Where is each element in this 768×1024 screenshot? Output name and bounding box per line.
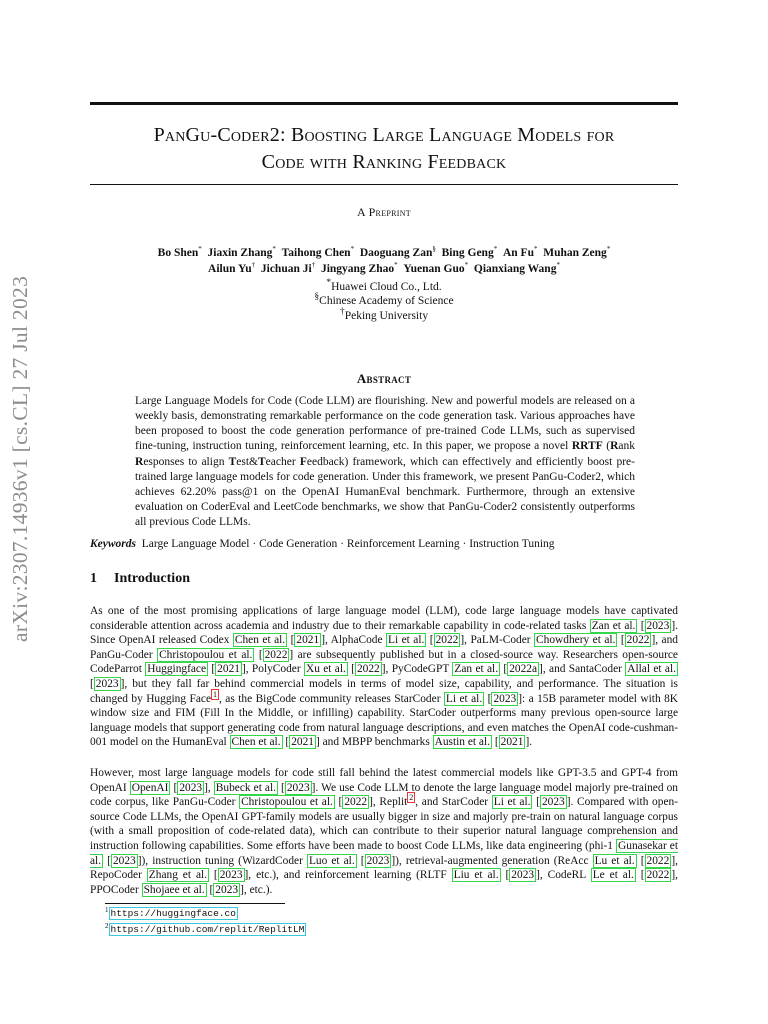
author-affiliation-mark: * bbox=[464, 261, 469, 269]
paragraph-text: [ bbox=[206, 883, 214, 896]
author-name: Yuenan Guo bbox=[403, 262, 465, 275]
citation-link[interactable]: 2021 bbox=[500, 736, 524, 749]
author-affiliation-mark: * bbox=[533, 245, 538, 253]
paragraph-text: ], but they fall far behind commercial models in terms of model size, capability, and performance. The situation is changed by Hugging Face bbox=[90, 677, 678, 705]
citation-link[interactable]: 2021 bbox=[296, 634, 320, 647]
paragraph-text: ], AlphaCode bbox=[321, 634, 386, 647]
paragraph-text: [ bbox=[209, 869, 218, 882]
paragraph-text: ]), instruction tuning (WizardCoder bbox=[137, 854, 307, 867]
keyword-item: Reinforcement Learning bbox=[346, 538, 460, 550]
footnote-rule bbox=[105, 903, 285, 904]
footnote-ref-link[interactable]: 2 bbox=[409, 793, 414, 803]
author-affiliation-mark: § bbox=[432, 245, 436, 253]
author-name: Jingyang Zhao bbox=[320, 262, 395, 275]
citation-link[interactable]: 2022 bbox=[264, 648, 288, 661]
paper-title bbox=[90, 122, 678, 176]
rrtf-word: est& bbox=[236, 455, 258, 468]
paragraph-text: [ bbox=[492, 736, 499, 749]
paragraph-text: ], CodeRL bbox=[536, 869, 591, 882]
paragraph-text: [ bbox=[636, 854, 645, 867]
citation-link[interactable]: Li et al. bbox=[445, 692, 483, 705]
rrtf-word: esponses to align bbox=[143, 455, 229, 468]
abstract-heading: Abstract bbox=[356, 371, 412, 386]
citation-link[interactable]: 2023 bbox=[541, 796, 565, 809]
author-name: Bo Shen bbox=[157, 246, 199, 259]
citation-link[interactable]: Austin et al. bbox=[434, 736, 490, 749]
paragraph-text: ]. Compared with open-source Code LLMs, the OpenAI GPT-family models are usually bigger in size and majorly pre-train on natural language corpus (with a small proposition of code-related data), which can contribute to their superior natural language comprehension and instruction following capabilities. Some efforts have been made to boost Code LLMs, like data engineering (phi-1 bbox=[90, 796, 678, 852]
author-affiliation-mark: † bbox=[311, 261, 316, 269]
citation-link[interactable]: Chowdhery et al. bbox=[536, 634, 616, 647]
author-affiliation-mark: † bbox=[251, 261, 256, 269]
preprint-label: A Preprint bbox=[356, 205, 411, 219]
citation-link[interactable]: OpenAI bbox=[131, 781, 169, 794]
abstract-text: Large Language Models for Code (Code LLM) are flourishing. New and powerful models are released on a weekly basis, demonstrating remarkable performance on the code generation task. Various approaches have been proposed to boost the code generation performance of pre-trained Code LLMs, such as supervised fine-tuning, instruction tuning, reinforcement learning, etc. In this paper, we propose a novel RRTF (Rank Responses to align Test&Teacher Feedback) framework, which can effectively and efficiently boost pre-trained large language models for code generation. Under this framework, we present PanGu-Coder2, which achieves 62.20% pass@1 on the OpenAI HumanEval benchmark. Furthermore, through an extensive evaluation on CoderEval and LeetCode benchmarks, we show that PanGu-Coder2 consistently outperforms all previous Code LLMs. bbox=[135, 395, 635, 529]
paragraph-text: [ bbox=[356, 854, 365, 867]
paragraph-text: ], PolyCoder bbox=[241, 663, 304, 676]
citation-link[interactable]: 2023 bbox=[366, 854, 390, 867]
footnote-link-huggingface[interactable]: https://huggingface.co bbox=[110, 908, 236, 920]
paragraph-text: [ bbox=[347, 663, 355, 676]
affiliation-pku: †Peking University bbox=[339, 306, 429, 322]
paragraph-text: [ bbox=[282, 736, 290, 749]
citation-link[interactable]: Gunasekar et al. bbox=[90, 839, 678, 867]
citation-link[interactable]: 2023 bbox=[286, 781, 310, 794]
paragraph-text: ]: a 15B parameter model with 8K window size and FIM (Fill In the Middle, or infilling) capability. StarCoder outperforms many previous open-source large language models that support generating code from natural language descriptions, and even matches the OpenAI code-cushman-001 model on the HumanEval bbox=[90, 692, 678, 749]
rrtf-letter: F bbox=[299, 455, 307, 468]
citation-link[interactable]: 2022 bbox=[646, 854, 670, 867]
paragraph-text: [ bbox=[90, 677, 94, 690]
citation-link[interactable]: 2021 bbox=[217, 663, 240, 676]
paragraph-text: ]. bbox=[525, 736, 533, 749]
author-list-line-2 bbox=[90, 261, 678, 275]
paragraph-text: However, most large language models for code still fall behind the latest commercial models like GPT-3.5 and GPT-4 from OpenAI bbox=[90, 767, 678, 794]
rrtf-letter: T bbox=[228, 455, 237, 468]
citation-link[interactable]: 2023 bbox=[493, 692, 517, 705]
author-name: Qianxiang Wang bbox=[473, 262, 557, 275]
citation-link[interactable]: Lu et al. bbox=[594, 854, 635, 867]
keyword-item: Code Generation bbox=[259, 538, 338, 550]
paragraph-text: ], and SantaCoder bbox=[539, 663, 626, 676]
footnote-link-replit[interactable]: https://github.com/replit/ReplitLM bbox=[110, 924, 305, 936]
keywords-label: Keywords bbox=[90, 538, 136, 550]
citation-link[interactable]: Le et al. bbox=[592, 869, 634, 882]
paragraph-text: As one of the most promising applications of large language model (LLM), code large language models have captivated considerable attention across academia and industry due to their remarkable capability in code-related tasks bbox=[90, 605, 678, 632]
paragraph-text: [ bbox=[500, 869, 510, 882]
footnote-ref-link[interactable]: 1 bbox=[213, 689, 218, 699]
citation-link[interactable]: 2022 bbox=[435, 634, 459, 647]
paragraph-text: , as the BigCode community releases StarCoder bbox=[219, 692, 444, 705]
title-line-1: PanGu-Coder2: Boosting Large Language Models for bbox=[153, 124, 615, 146]
paragraph-text: [ bbox=[278, 781, 285, 794]
rrtf-letter: T bbox=[258, 455, 266, 468]
author-name: Jichuan Ji bbox=[260, 262, 312, 275]
author-name: Ailun Yu bbox=[208, 262, 252, 275]
paragraph-text: [ bbox=[637, 619, 645, 632]
keywords-line bbox=[90, 538, 678, 550]
keyword-item: Large Language Model bbox=[141, 538, 250, 550]
citation-link[interactable]: Huggingface bbox=[147, 663, 207, 676]
paragraph-text: ], and PanGu-Coder bbox=[90, 634, 678, 661]
author-name: Daoguang Zan bbox=[359, 246, 433, 259]
citation-link[interactable]: 2023 bbox=[215, 883, 239, 896]
paragraph-text: ], Replit bbox=[369, 796, 408, 809]
citation-link[interactable]: 2022 bbox=[344, 796, 368, 809]
paragraph-text: ] are subsequently published but in a closed-source way. Researchers open-source CodeParrot bbox=[90, 648, 678, 676]
paragraph-text: ], PPOCoder bbox=[90, 869, 678, 896]
paragraph-text: ], etc.). bbox=[240, 883, 273, 896]
citation-link[interactable]: Shojaee et al. bbox=[143, 883, 205, 896]
citation-link[interactable]: 2023 bbox=[511, 869, 535, 882]
paragraph-text: ], PyCodeGPT bbox=[381, 663, 453, 676]
author-affiliation-mark: * bbox=[556, 261, 560, 269]
paragraph-text: [ bbox=[170, 781, 178, 794]
rrtf-word: ank bbox=[618, 440, 635, 453]
citation-link[interactable]: Allal et al. bbox=[627, 663, 676, 676]
paragraph-text: [ bbox=[500, 663, 508, 676]
keyword-item: Instruction Tuning bbox=[469, 538, 555, 550]
citation-link[interactable]: 2023 bbox=[179, 781, 203, 794]
paragraph-text: ]), retrieval-augmented generation (ReAcc bbox=[391, 854, 593, 867]
citation-link[interactable]: Christopoulou et al. bbox=[159, 648, 253, 661]
citation-link[interactable]: 2022 bbox=[356, 663, 380, 676]
citation-link[interactable]: Li et al. bbox=[493, 796, 531, 809]
author-name: An Fu bbox=[502, 246, 534, 259]
author-name: Muhan Zeng bbox=[543, 246, 607, 259]
footnote-2: $^2$ https://github.com/replit/ReplitLM bbox=[105, 922, 305, 936]
paragraph-text: [ bbox=[334, 796, 343, 809]
citation-link[interactable]: 2022 bbox=[646, 869, 670, 882]
paragraph-text: [ bbox=[103, 854, 111, 867]
citation-link[interactable]: Christopoulou et al. bbox=[241, 796, 333, 809]
citation-link[interactable]: Li et al. bbox=[388, 634, 425, 647]
citation-link[interactable]: Zhang et al. bbox=[148, 869, 208, 882]
title-line-2: Code with Ranking Feedback bbox=[261, 151, 507, 173]
rrtf-letter: R bbox=[610, 440, 619, 453]
paragraph-text: ] and MBPP benchmarks bbox=[315, 736, 433, 749]
citation-link[interactable]: Chen et al. bbox=[234, 634, 286, 647]
affiliation-huawei: *Huawei Cloud Co., Ltd. bbox=[326, 277, 442, 293]
title-rule-top bbox=[90, 102, 678, 105]
author-affiliation-mark: * bbox=[394, 261, 398, 269]
paragraph-text: [ bbox=[208, 663, 216, 676]
citation-link[interactable]: 2023 bbox=[95, 677, 119, 690]
citation-link[interactable]: Xu et al. bbox=[305, 663, 346, 676]
author-affiliation-mark: * bbox=[272, 245, 276, 253]
author-name: Taihong Chen bbox=[281, 246, 351, 259]
paragraph-text: ]. We use Code LLM to denote the large language model majorly pre-trained on code corpus, like PanGu-Coder bbox=[90, 781, 678, 809]
intro-paragraph-2 bbox=[90, 766, 678, 897]
citation-link[interactable]: 2023 bbox=[112, 854, 136, 867]
paragraph-text: ]. Since OpenAI released Codex bbox=[90, 619, 678, 647]
citation-link[interactable]: 2023 bbox=[646, 619, 670, 632]
author-name: Bing Geng bbox=[441, 246, 494, 259]
paragraph-text: , and StarCoder bbox=[415, 796, 492, 809]
paragraph-text: ], etc.), and reinforcement learning (RLTF bbox=[244, 869, 452, 882]
rrtf-name: RRTF bbox=[571, 440, 603, 453]
paragraph-text: [ bbox=[635, 869, 645, 882]
title-rule-bottom bbox=[90, 184, 678, 185]
citation-link[interactable]: Chen et al. bbox=[231, 736, 281, 749]
paragraph-text: [ bbox=[426, 634, 434, 647]
author-list-line-1 bbox=[90, 245, 678, 259]
citation-link[interactable]: Luo et al. bbox=[308, 854, 355, 867]
author-affiliation-mark: * bbox=[493, 245, 498, 253]
paragraph-text: [ bbox=[484, 692, 492, 705]
citation-link[interactable]: 2023 bbox=[219, 869, 243, 882]
keywords-list: Large Language Model · Code Generation · Reinforcement Learning · Instruction Tuning bbox=[141, 538, 555, 550]
author-affiliation-mark: * bbox=[606, 245, 611, 253]
citation-link[interactable]: 2022a bbox=[509, 663, 538, 676]
citation-link[interactable]: Bubeck et al. bbox=[215, 781, 276, 794]
footnote-1: $^1$ https://huggingface.co bbox=[105, 906, 236, 920]
paragraph-text: [ bbox=[254, 648, 263, 661]
intro-paragraph-1 bbox=[90, 604, 678, 750]
section-heading-introduction: 1 Introduction bbox=[90, 571, 190, 586]
citation-link[interactable]: 2022 bbox=[626, 634, 650, 647]
affiliation-cas: §Chinese Academy of Science bbox=[314, 291, 454, 307]
citation-link[interactable]: Zan et al. bbox=[591, 619, 636, 632]
author-affiliation-mark: * bbox=[350, 245, 355, 253]
paragraph-text: [ bbox=[287, 634, 295, 647]
paragraph-text: ], bbox=[204, 781, 214, 794]
paragraph-text: [ bbox=[617, 634, 625, 647]
rrtf-word: eedback bbox=[306, 455, 345, 468]
author-name: Jiaxin Zhang bbox=[207, 246, 273, 259]
citation-link[interactable]: 2021 bbox=[291, 736, 314, 749]
citation-link[interactable]: Zan et al. bbox=[454, 663, 499, 676]
arxiv-identifier: arXiv:2307.14936v1 [cs.CL] 27 Jul 2023 bbox=[8, 275, 32, 642]
paragraph-text: [ bbox=[532, 796, 540, 809]
paragraph-text: ], PaLM-Coder bbox=[460, 634, 535, 647]
author-affiliation-mark: * bbox=[198, 245, 202, 253]
rrtf-letter: R bbox=[135, 455, 144, 468]
rrtf-word: eacher bbox=[265, 455, 300, 468]
citation-link[interactable]: Liu et al. bbox=[453, 869, 499, 882]
paragraph-text: ], RepoCoder bbox=[90, 854, 678, 882]
